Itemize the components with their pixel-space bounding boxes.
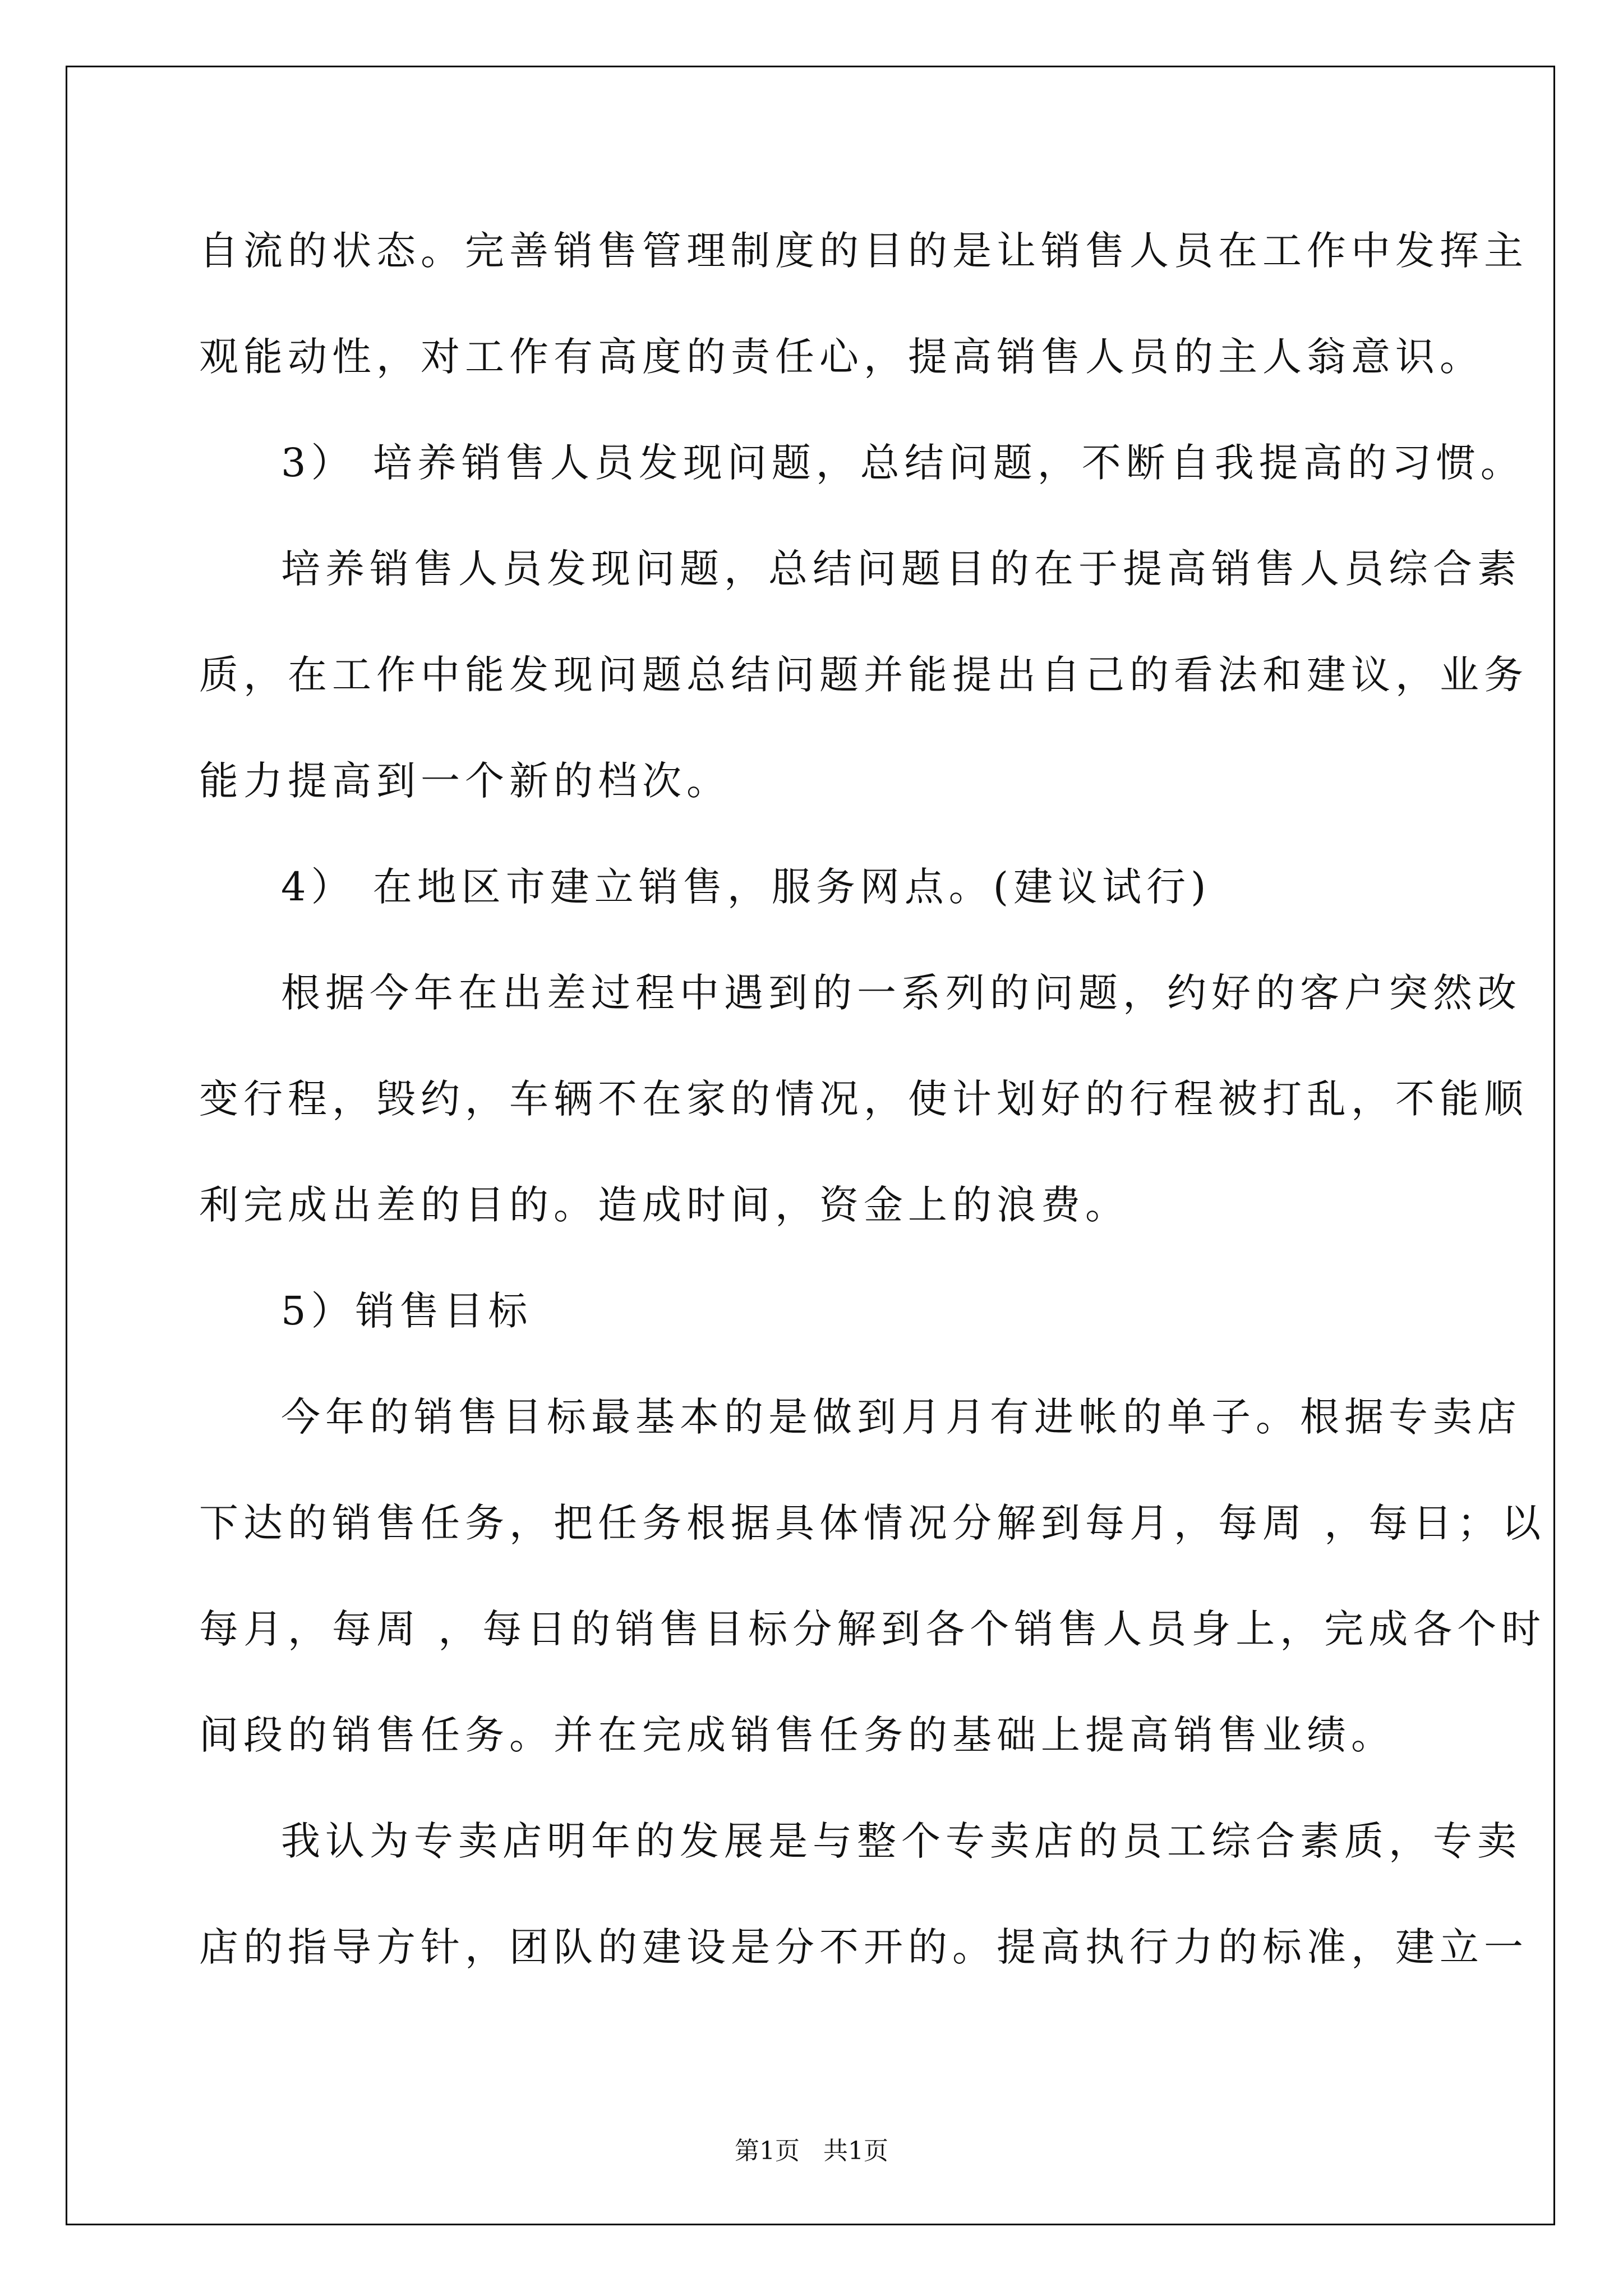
text-line: 我认为专卖店明年的发展是与整个专卖店的员工综合素质，专卖	[281, 1818, 1521, 1864]
text-line: 自流的状态。完善销售管理制度的目的是让销售人员在工作中发挥主	[199, 228, 1528, 274]
text-line: 变行程，毁约，车辆不在家的情况，使计划好的行程被打乱，不能顺	[199, 1076, 1528, 1122]
text-line: 今年的销售目标最基本的是做到月月有进帐的单子。根据专卖店	[281, 1394, 1521, 1440]
text-line: 利完成出差的目的。造成时间，资金上的浪费。	[199, 1182, 1129, 1228]
text-line: 每月，每周 ，每日的销售目标分解到各个销售人员身上，完成各个时	[199, 1606, 1546, 1652]
text-line: 5）销售目标	[281, 1288, 533, 1334]
page-border	[66, 66, 1555, 2225]
text-line: 根据今年在出差过程中遇到的一系列的问题，约好的客户突然改	[281, 970, 1521, 1016]
text-line: 观能动性，对工作有高度的责任心，提高销售人员的主人翁意识。	[199, 334, 1484, 380]
text-line: 能力提高到一个新的档次。	[199, 758, 731, 804]
text-line: 下达的销售任务，把任务根据具体情况分解到每月，每周 ，每日；以	[199, 1500, 1546, 1546]
text-line: 店的指导方针，团队的建设是分不开的。提高执行力的标准，建立一	[199, 1924, 1528, 1970]
page-number-footer: 第1页 共1页	[735, 2137, 888, 2165]
text-line: 质，在工作中能发现问题总结问题并能提出自己的看法和建议，业务	[199, 652, 1528, 698]
text-line: 间段的销售任务。并在完成销售任务的基础上提高销售业绩。	[199, 1712, 1395, 1758]
text-line: 3） 培养销售人员发现问题，总结问题，不断自我提高的习惯。	[281, 440, 1525, 486]
text-line: 培养销售人员发现问题，总结问题目的在于提高销售人员综合素	[281, 546, 1521, 592]
text-line: 4） 在地区市建立销售，服务网点。(建议试行)	[281, 864, 1211, 910]
